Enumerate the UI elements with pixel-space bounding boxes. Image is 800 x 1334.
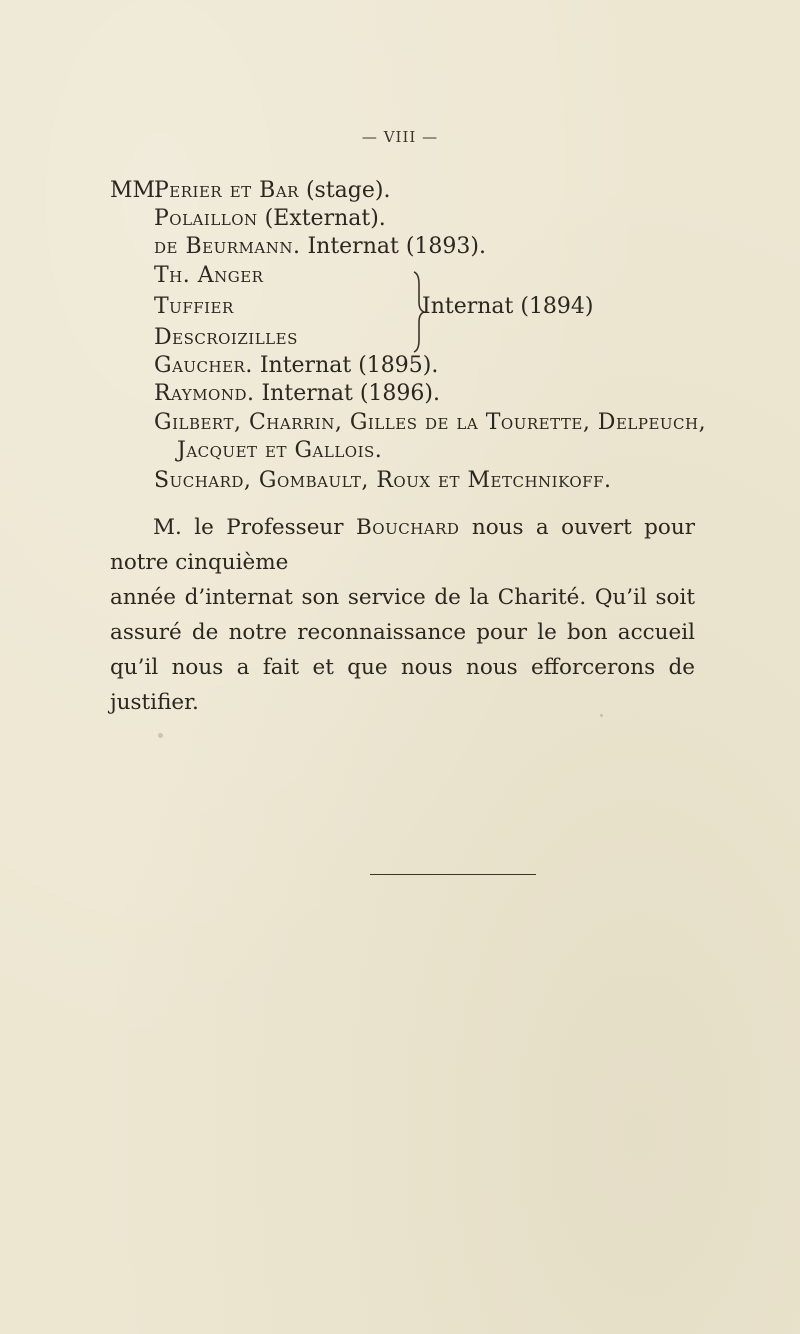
names-polaillon: Polaillon xyxy=(154,206,258,231)
name-bouchard: Bouchard xyxy=(355,515,460,540)
list-line-raymond xyxy=(154,380,440,408)
role-externat: (Externat). xyxy=(257,206,386,231)
role-internat-1893: Internat (1893). xyxy=(300,234,486,259)
paragraph-intro: M. le Professeur xyxy=(153,515,356,540)
closing-rule xyxy=(370,874,536,875)
list-line-beurmann xyxy=(154,233,486,261)
list-line-jacquet-gallois: Jacquet et Gallois. xyxy=(177,438,383,463)
names-gaucher: Gaucher. xyxy=(154,353,253,378)
role-internat-1894: Internat (1894) xyxy=(422,294,594,319)
names-beurmann: de Beurmann. xyxy=(154,234,301,259)
mm-label: MM. xyxy=(110,178,163,203)
paper-speck xyxy=(600,714,603,717)
name-anger: Th. Anger xyxy=(154,263,264,288)
list-line-gilbert-group: Gilbert, Charrin, Gilles de la Tourette, Delpeuch, xyxy=(154,410,707,435)
role-stage: (stage). xyxy=(298,178,391,203)
list-line-gaucher xyxy=(154,352,438,380)
list-line-suchard-group: Suchard, Gombault, Roux et Metchnikoff. xyxy=(154,468,612,493)
paragraph-first-end: nous a ouvert pour notre cinquième xyxy=(110,515,695,575)
list-line-polaillon xyxy=(154,205,386,233)
role-internat-1896: Internat (1896). xyxy=(254,381,440,406)
role-internat-1895: Internat (1895). xyxy=(252,353,439,378)
name-tuffier: Tuffier xyxy=(154,294,234,319)
paragraph-body: année d’internat son service de la Charité. Qu’il soit assuré de notre reconnaissance pour le bon accueil qu’il nous a fait et que nous nous efforcerons de justifier. xyxy=(110,585,695,715)
paragraph-first-line xyxy=(110,510,695,580)
names-raymond: Raymond. xyxy=(154,381,255,406)
brace-group-1894 xyxy=(154,262,614,362)
paper-speck xyxy=(158,733,163,738)
page-number-header: — VIII — xyxy=(361,128,439,146)
acknowledgement-paragraph xyxy=(110,510,695,720)
name-descroizilles: Descroizilles xyxy=(154,325,298,350)
list-line-perier-bar xyxy=(154,177,390,205)
names-perier-bar: Perier et Bar xyxy=(154,178,299,203)
